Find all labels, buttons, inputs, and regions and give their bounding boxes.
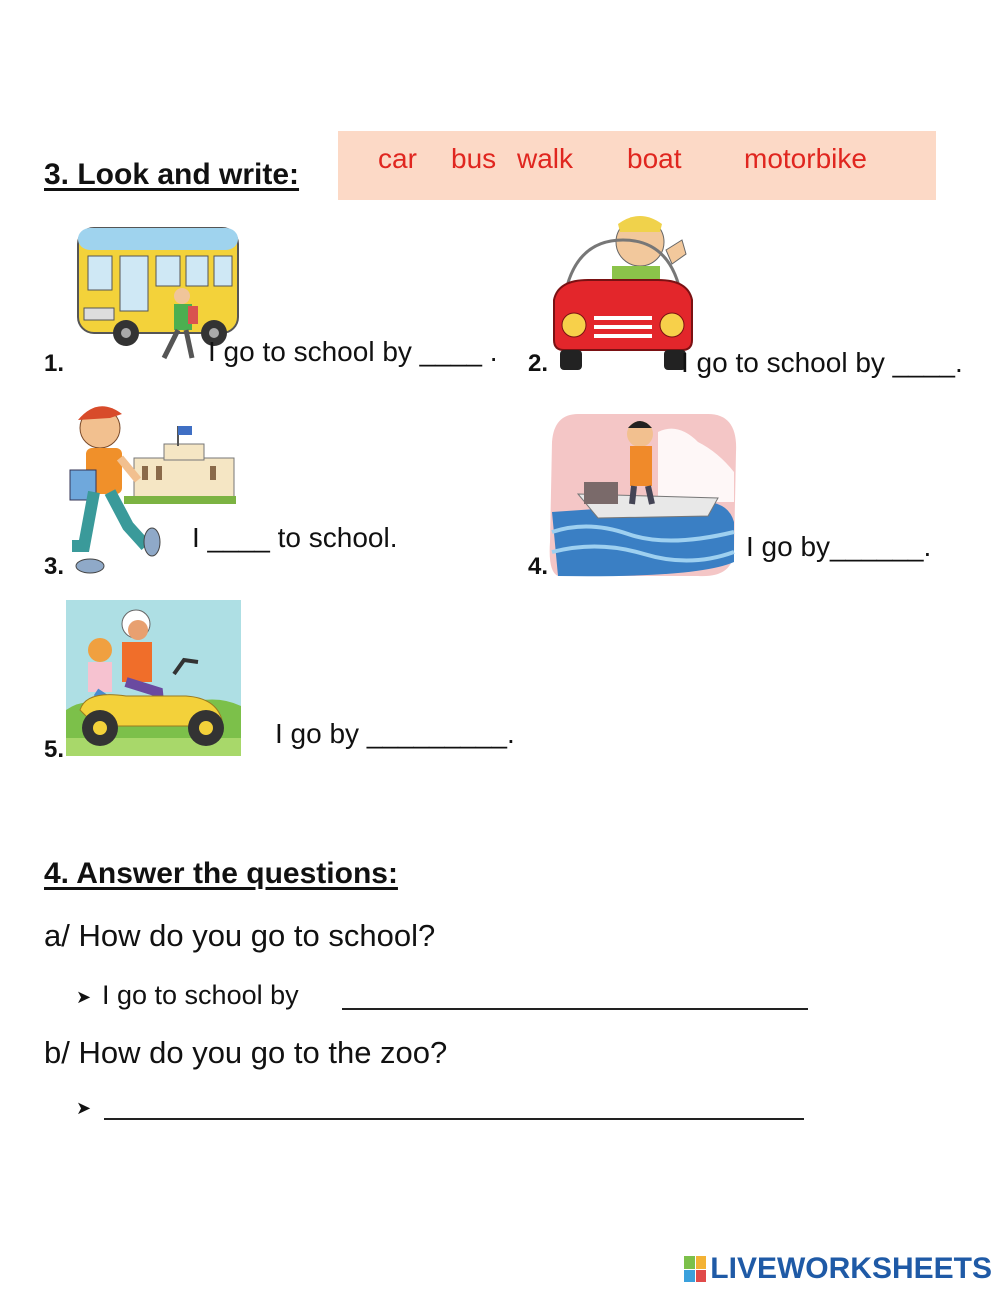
word-bank (338, 131, 936, 200)
section-3-title: 3. Look and write: (44, 158, 300, 191)
arrow-bullet-icon: ➤ (76, 987, 92, 1007)
item-1-number: 1. (44, 350, 65, 377)
car-picture (548, 210, 698, 375)
item-1-sentence: I go to school by ____ . (208, 336, 498, 367)
motorbike-picture (66, 600, 241, 756)
arrow-bullet-icon: ➤ (76, 1098, 92, 1118)
answer-b-blank[interactable] (104, 1118, 804, 1120)
word-bank-bus: bus (451, 143, 497, 174)
item-5-sentence: I go by _________. (275, 718, 515, 749)
word-bank-boat: boat (627, 143, 682, 174)
item-5-number: 5. (44, 736, 65, 763)
item-3-sentence: I ____ to school. (192, 522, 398, 553)
section-4-title: 4. Answer the questions: (44, 857, 398, 890)
item-2-number: 2. (528, 350, 549, 377)
boat-picture (548, 412, 738, 578)
item-4-number: 4. (528, 553, 549, 580)
item-2-sentence: I go to school by ____. (681, 347, 963, 378)
logo-text: LIVEWORKSHEETS (710, 1252, 992, 1285)
item-3-number: 3. (44, 553, 65, 580)
word-bank-car: car (378, 143, 417, 174)
word-bank-motorbike: motorbike (744, 143, 867, 174)
logo-mark-icon (684, 1256, 706, 1282)
question-b: b/ How do you go to the zoo? (44, 1035, 448, 1070)
answer-a-blank[interactable] (342, 1008, 808, 1010)
answer-a-prefix: I go to school by (102, 980, 299, 1010)
liveworksheets-logo (684, 1252, 992, 1286)
word-bank-walk: walk (517, 143, 574, 174)
item-4-sentence: I go by______. (746, 531, 932, 562)
question-a: a/ How do you go to school? (44, 918, 436, 953)
